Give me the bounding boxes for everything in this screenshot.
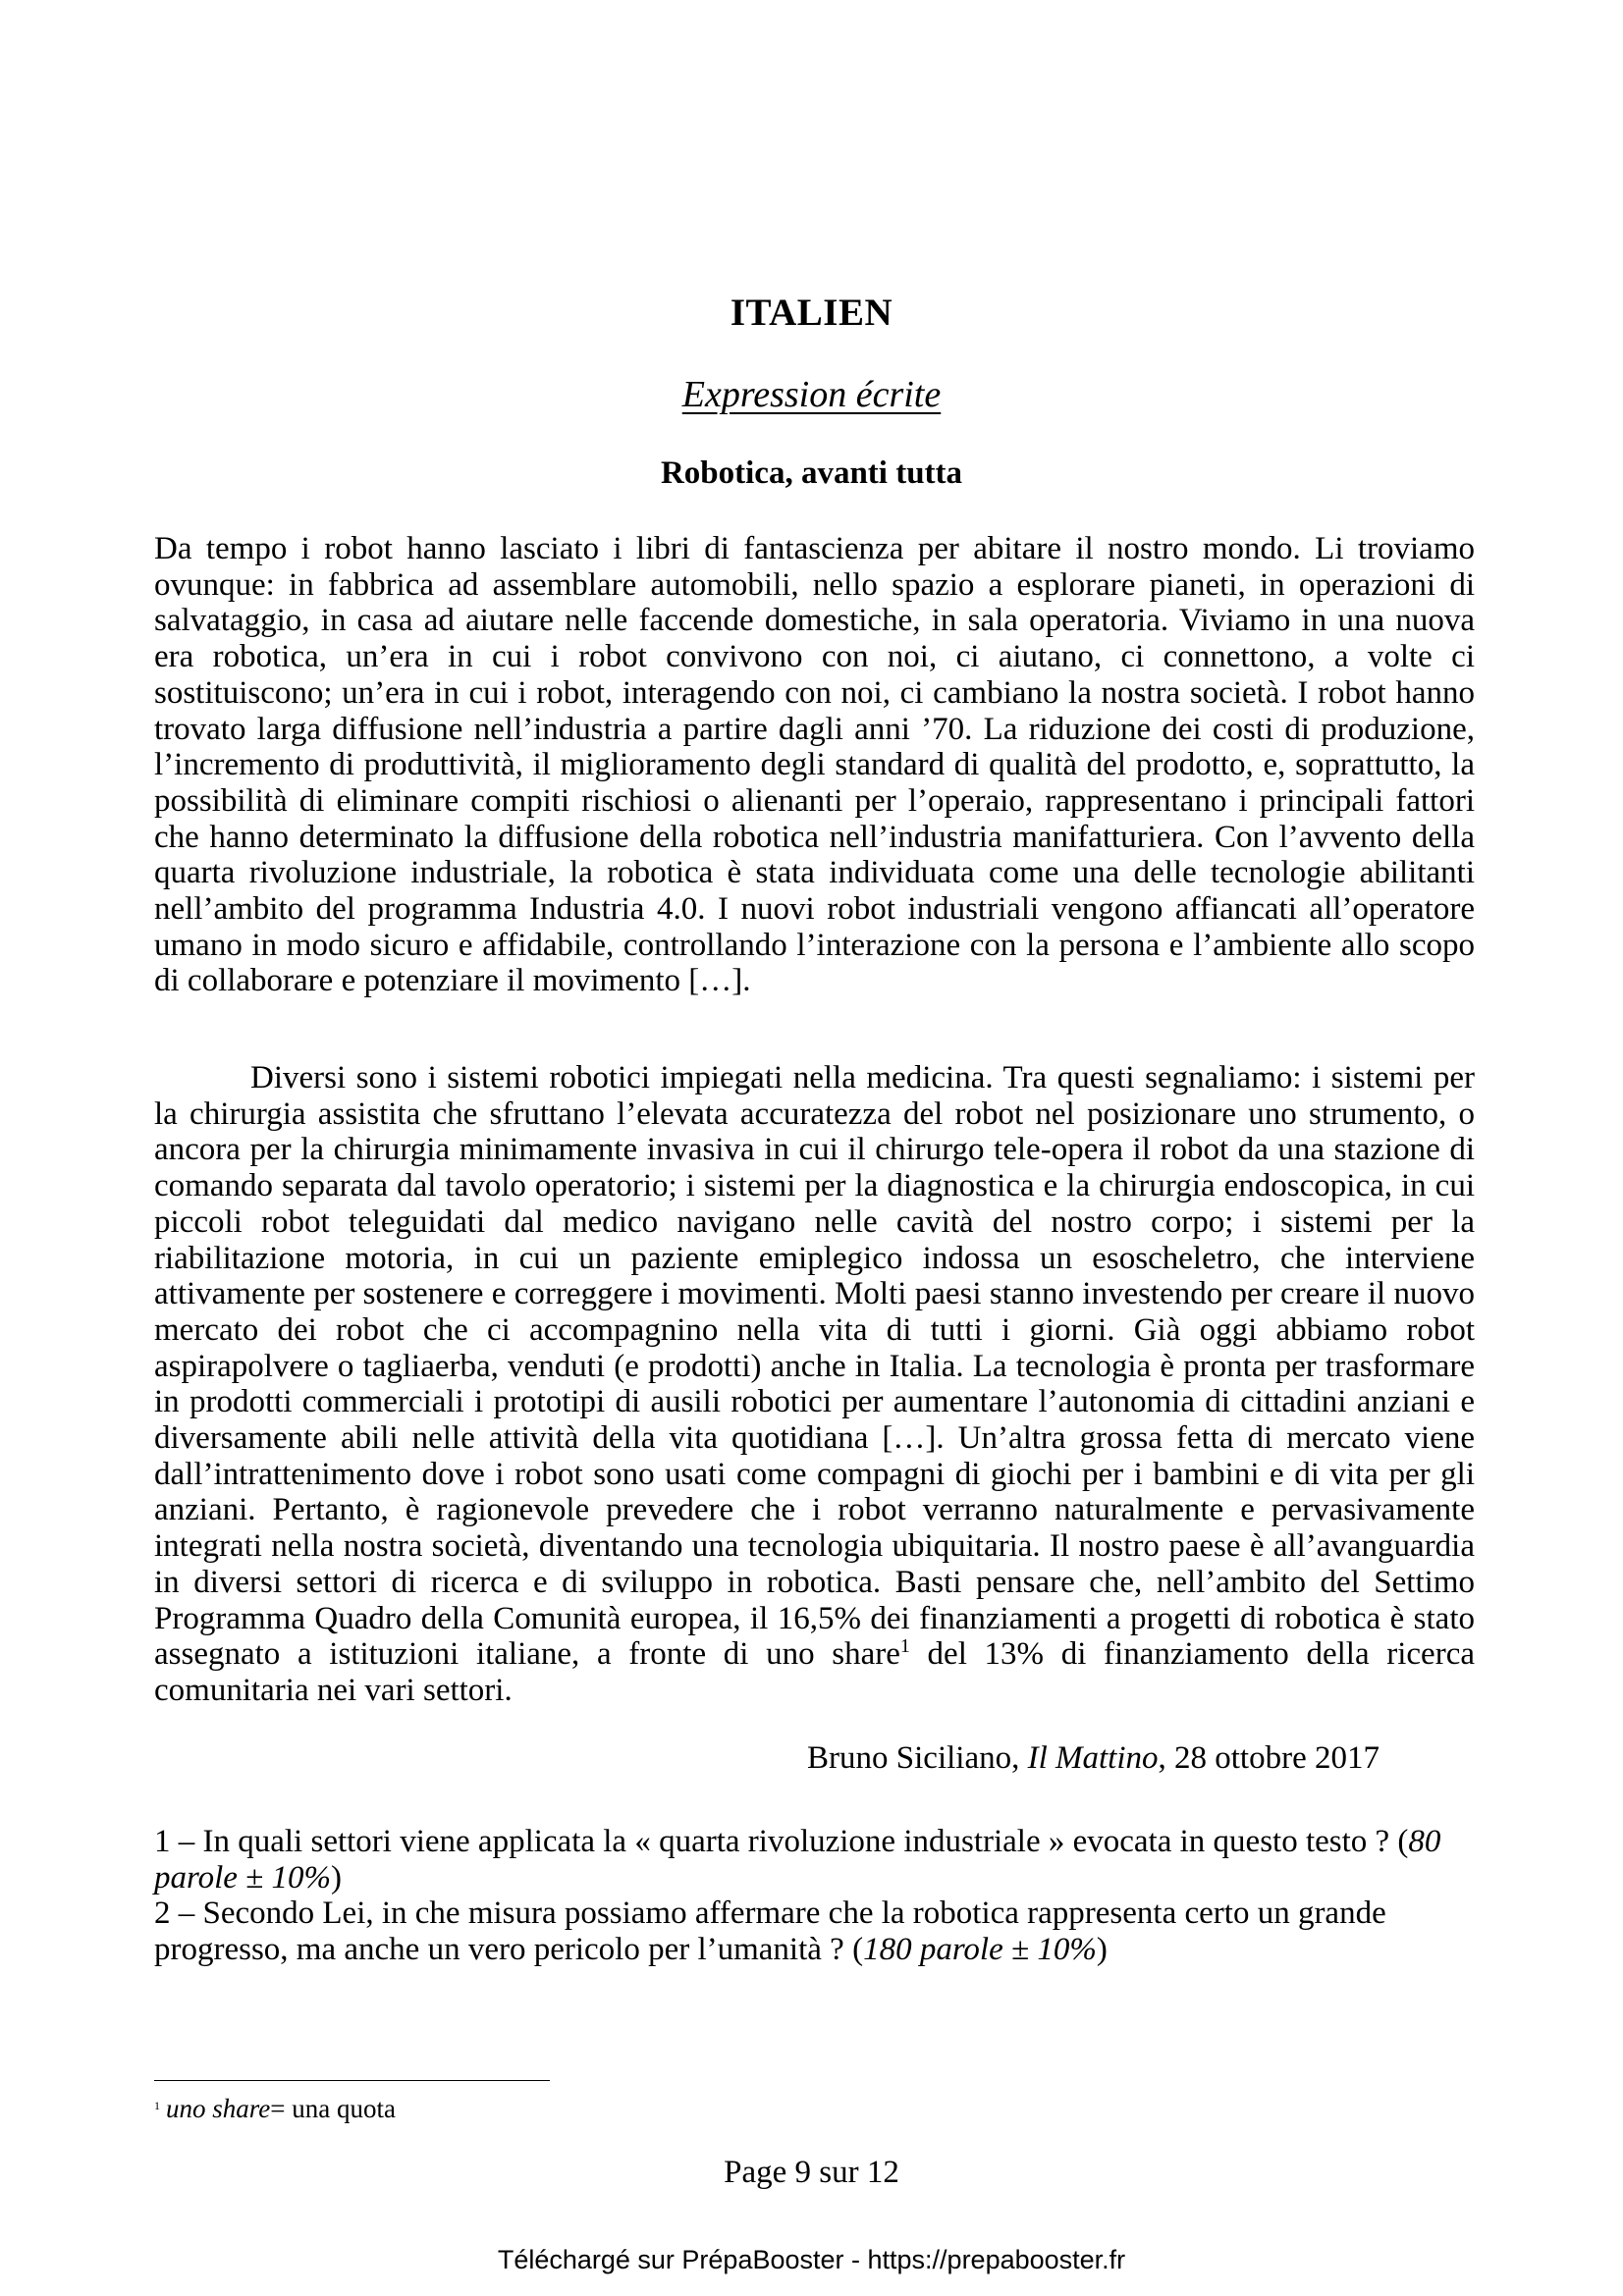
question-2-text: 2 – Secondo Lei, in che misura possiamo affermare che la robotica rappresenta certo un grande progresso, ma anche un vero pericolo per l’umanità ? ( bbox=[154, 1896, 1386, 1968]
citation-author: Bruno Siciliano, bbox=[807, 1740, 1028, 1776]
footnote-term: uno share bbox=[166, 2094, 271, 2123]
footnote-definition: = una quota bbox=[270, 2094, 396, 2123]
questions-list bbox=[154, 1824, 1475, 1968]
section-heading-text: Expression écrite bbox=[681, 374, 942, 415]
question-2-word-limit: 180 parole ± 10% bbox=[863, 1932, 1097, 1968]
footnote-divider bbox=[154, 2080, 550, 2081]
footnote-reference: 1 bbox=[899, 1635, 910, 1658]
footnote bbox=[154, 2094, 396, 2124]
section-heading bbox=[0, 373, 1623, 416]
page-number: Page 9 sur 12 bbox=[724, 2155, 899, 2190]
question-1 bbox=[154, 1824, 1475, 1896]
article-citation bbox=[154, 1740, 1380, 1777]
article-paragraph-2 bbox=[154, 1060, 1475, 1709]
page-title: ITALIEN bbox=[730, 292, 893, 334]
question-1-text: 1 – In quali settori viene applicata la « quarta rivoluzione industriale » evocata in questo testo ? ( bbox=[154, 1824, 1409, 1859]
article-title: Robotica, avanti tutta bbox=[660, 455, 963, 491]
citation-publication: Il Mattino bbox=[1027, 1740, 1159, 1776]
citation-date: , 28 ottobre 2017 bbox=[1158, 1740, 1380, 1776]
article-paragraph-1: Da tempo i robot hanno lasciato i libri di fantascienza per abitare il nostro mondo. Li troviamo ovunque: in fabbrica ad assemblare automobili, nello spazio a esplorare pianeti, in operazioni di salvataggio, in casa ad aiutare nelle faccende domestiche, in sala operatoria. Viviamo in una nuova era robotica, un’era in cui i robot convivono con noi, ci aiutano, ci connettono, a volte ci sostituiscono; un’era in cui i robot, interagendo con noi, ci cambiano la nostra società. I robot hanno trovato larga diffusione nell’industria a partire dagli anni ’70. La riduzione dei costi di produzione, l’incremento di produttività, il miglioramento degli standard di qualità del prodotto, e, soprattutto, la possibilità di eliminare compiti rischiosi o alienanti per l’operaio, rappresentano i principali fattori che hanno determinato la diffusione della robotica nell’industria manifatturiera. Con l’avvento della quarta rivoluzione industriale, la robotica è stata individuata come una delle tecnologie abilitanti nell’ambito del programma Industria 4.0. I nuovi robot industriali vengono affiancati all’operatore umano in modo sicuro e affidabile, controllando l’interazione con la persona e l’ambiente allo scopo di collaborare e potenziare il movimento […]. bbox=[154, 531, 1475, 999]
question-2-close: ) bbox=[1096, 1932, 1108, 1968]
question-1-close: ) bbox=[331, 1859, 343, 1896]
question-2 bbox=[154, 1896, 1475, 1967]
paragraph-2-tail: del 13% di finanziamento della ricerca comunitaria nei vari settori. bbox=[154, 1636, 1475, 1708]
paragraph-2-text: Diversi sono i sistemi robotici impiegati nella medicina. Tra questi segnaliamo: i sistemi per la chirurgia assistita che sfruttano l’elevata accuratezza del robot nel posizionare uno strumento, o ancora per la chirurgia minimamente invasiva in cui il chirurgo tele-opera il robot da una stazione di comando separata dal tavolo operatorio; i sistemi per la diagnostica e la chirurgia endoscopica, in cui piccoli robot teleguidati dal medico navigano nelle cavità del nostro corpo; i sistemi per la riabilitazione motoria, in cui un paziente emiplegico indossa un esoscheletro, che interviene attivamente per sostenere e correggere i movimenti. Molti paesi stanno investendo per creare il nuovo mercato dei robot che ci accompagnino nella vita di tutti i giorni. Già oggi abbiamo robot aspirapolvere o tagliaerba, venduti (e prodotti) anche in Italia. La tecnologia è pronta per trasformare in prodotti commerciali i prototipi di ausili robotici per aumentare l’autonomia di cittadini anziani e diversamente abili nelle attività della vita quotidiana […]. Un’altra grossa fetta di mercato viene dall’intrattenimento dove i robot sono usati come compagni di giochi per i bambini e di vita per gli anziani. Pertanto, è ragionevole prevedere che i robot verranno naturalmente e pervasivamente integrati nella nostra società, diventando una tecnologia ubiquitaria. Il nostro paese è all’avanguardia in diversi settori di ricerca e di sviluppo in robotica. Basti pensare che, nell’ambito del Settimo Programma Quadro della Comunità europea, il 16,5% dei finanziamenti a progetti di robotica è stato assegnato a istituzioni italiane, a fronte di uno share bbox=[154, 1060, 1475, 1673]
question-1-word-limit: 80 parole ± 10% bbox=[154, 1824, 1441, 1896]
download-notice: Téléchargé sur PrépaBooster - https://prepabooster.fr bbox=[497, 2245, 1126, 2274]
footnote-mark: 1 bbox=[154, 2099, 160, 2112]
